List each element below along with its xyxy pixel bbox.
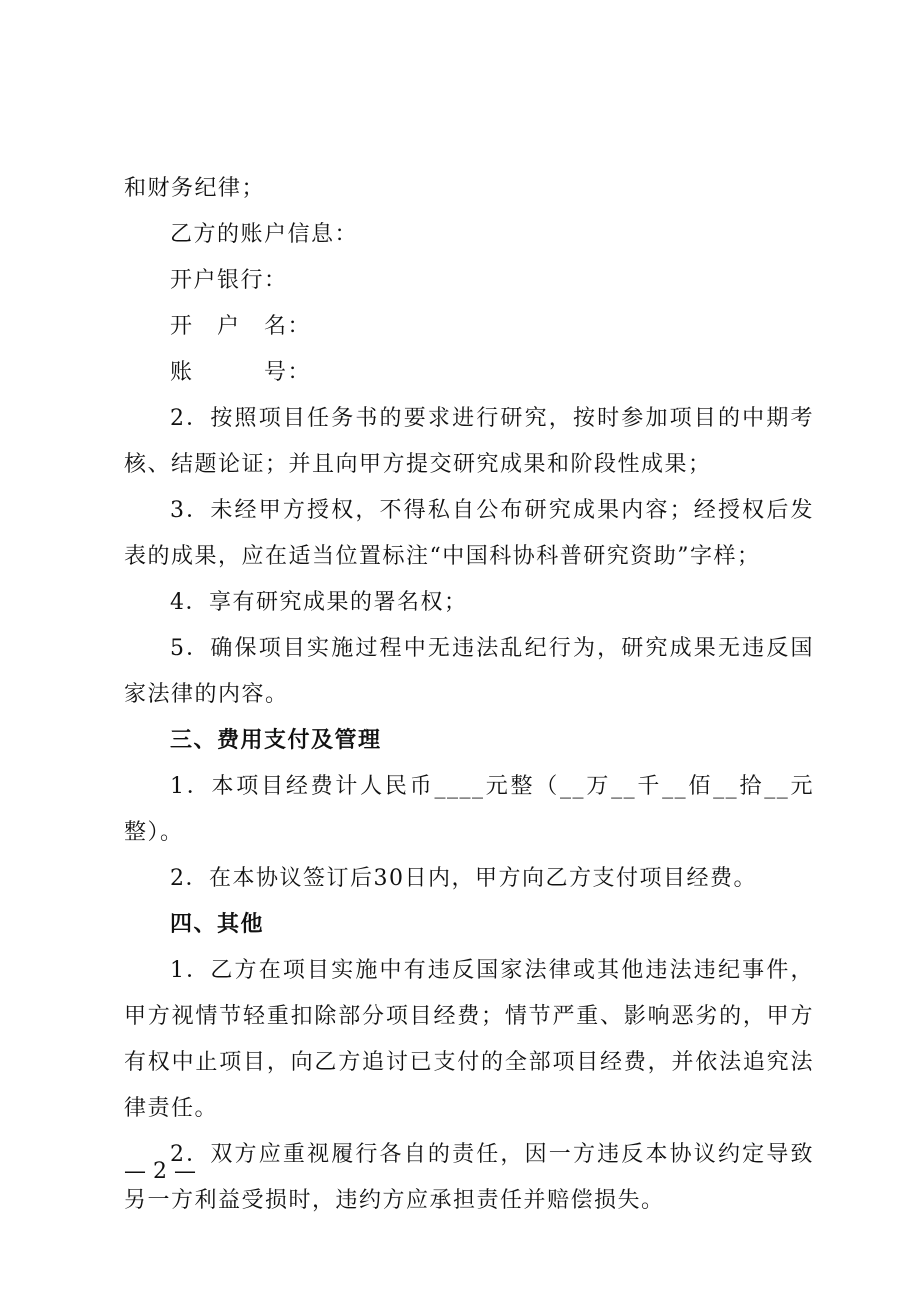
paragraph-bank-name: 开户银行： — [170, 268, 288, 293]
section-heading-other: 四、其他 — [170, 912, 265, 937]
page-number: — 2 — — [124, 1159, 196, 1184]
paragraph-other-2: 2．双方应重视履行各自的责任，因一方违反本协议约定导致另一方利益受损时，违约方应承担责任并赔偿损失。 — [124, 1142, 814, 1213]
paragraph-payment-2: 2．在本协议签订后30日内，甲方向乙方支付项目经费。 — [170, 866, 757, 891]
paragraph-continuation: 和财务纪律； — [124, 176, 266, 201]
paragraph-item-3: 3．未经甲方授权，不得私自公布研究成果内容；经授权后发表的成果，应在适当位置标注“中国科协科普研究资助”字样； — [124, 498, 814, 569]
paragraph-item-5: 5．确保项目实施过程中无违法乱纪行为，研究成果无违反国家法律的内容。 — [124, 636, 814, 707]
document-body — [124, 166, 814, 1224]
paragraph-account-info: 乙方的账户信息： — [170, 222, 359, 247]
paragraph-account-name: 开 户 名： — [170, 314, 312, 339]
paragraph-other-1: 1．乙方在项目实施中有违反国家法律或其他违法违纪事件，甲方视情节轻重扣除部分项目经费；情节严重、影响恶劣的，甲方有权中止项目，向乙方追讨已支付的全部项目经费，并依法追究法律责任。 — [124, 958, 814, 1121]
paragraph-account-number: 账 号： — [170, 360, 312, 385]
paragraph-payment-1: 1．本项目经费计人民币____元整（__万__千__佰__拾__元整）。 — [124, 774, 814, 845]
paragraph-item-4: 4．享有研究成果的署名权； — [170, 590, 468, 615]
section-heading-payment: 三、费用支付及管理 — [170, 728, 382, 753]
paragraph-item-2: 2．按照项目任务书的要求进行研究，按时参加项目的中期考核、结题论证；并且向甲方提交研究成果和阶段性成果； — [124, 406, 814, 477]
